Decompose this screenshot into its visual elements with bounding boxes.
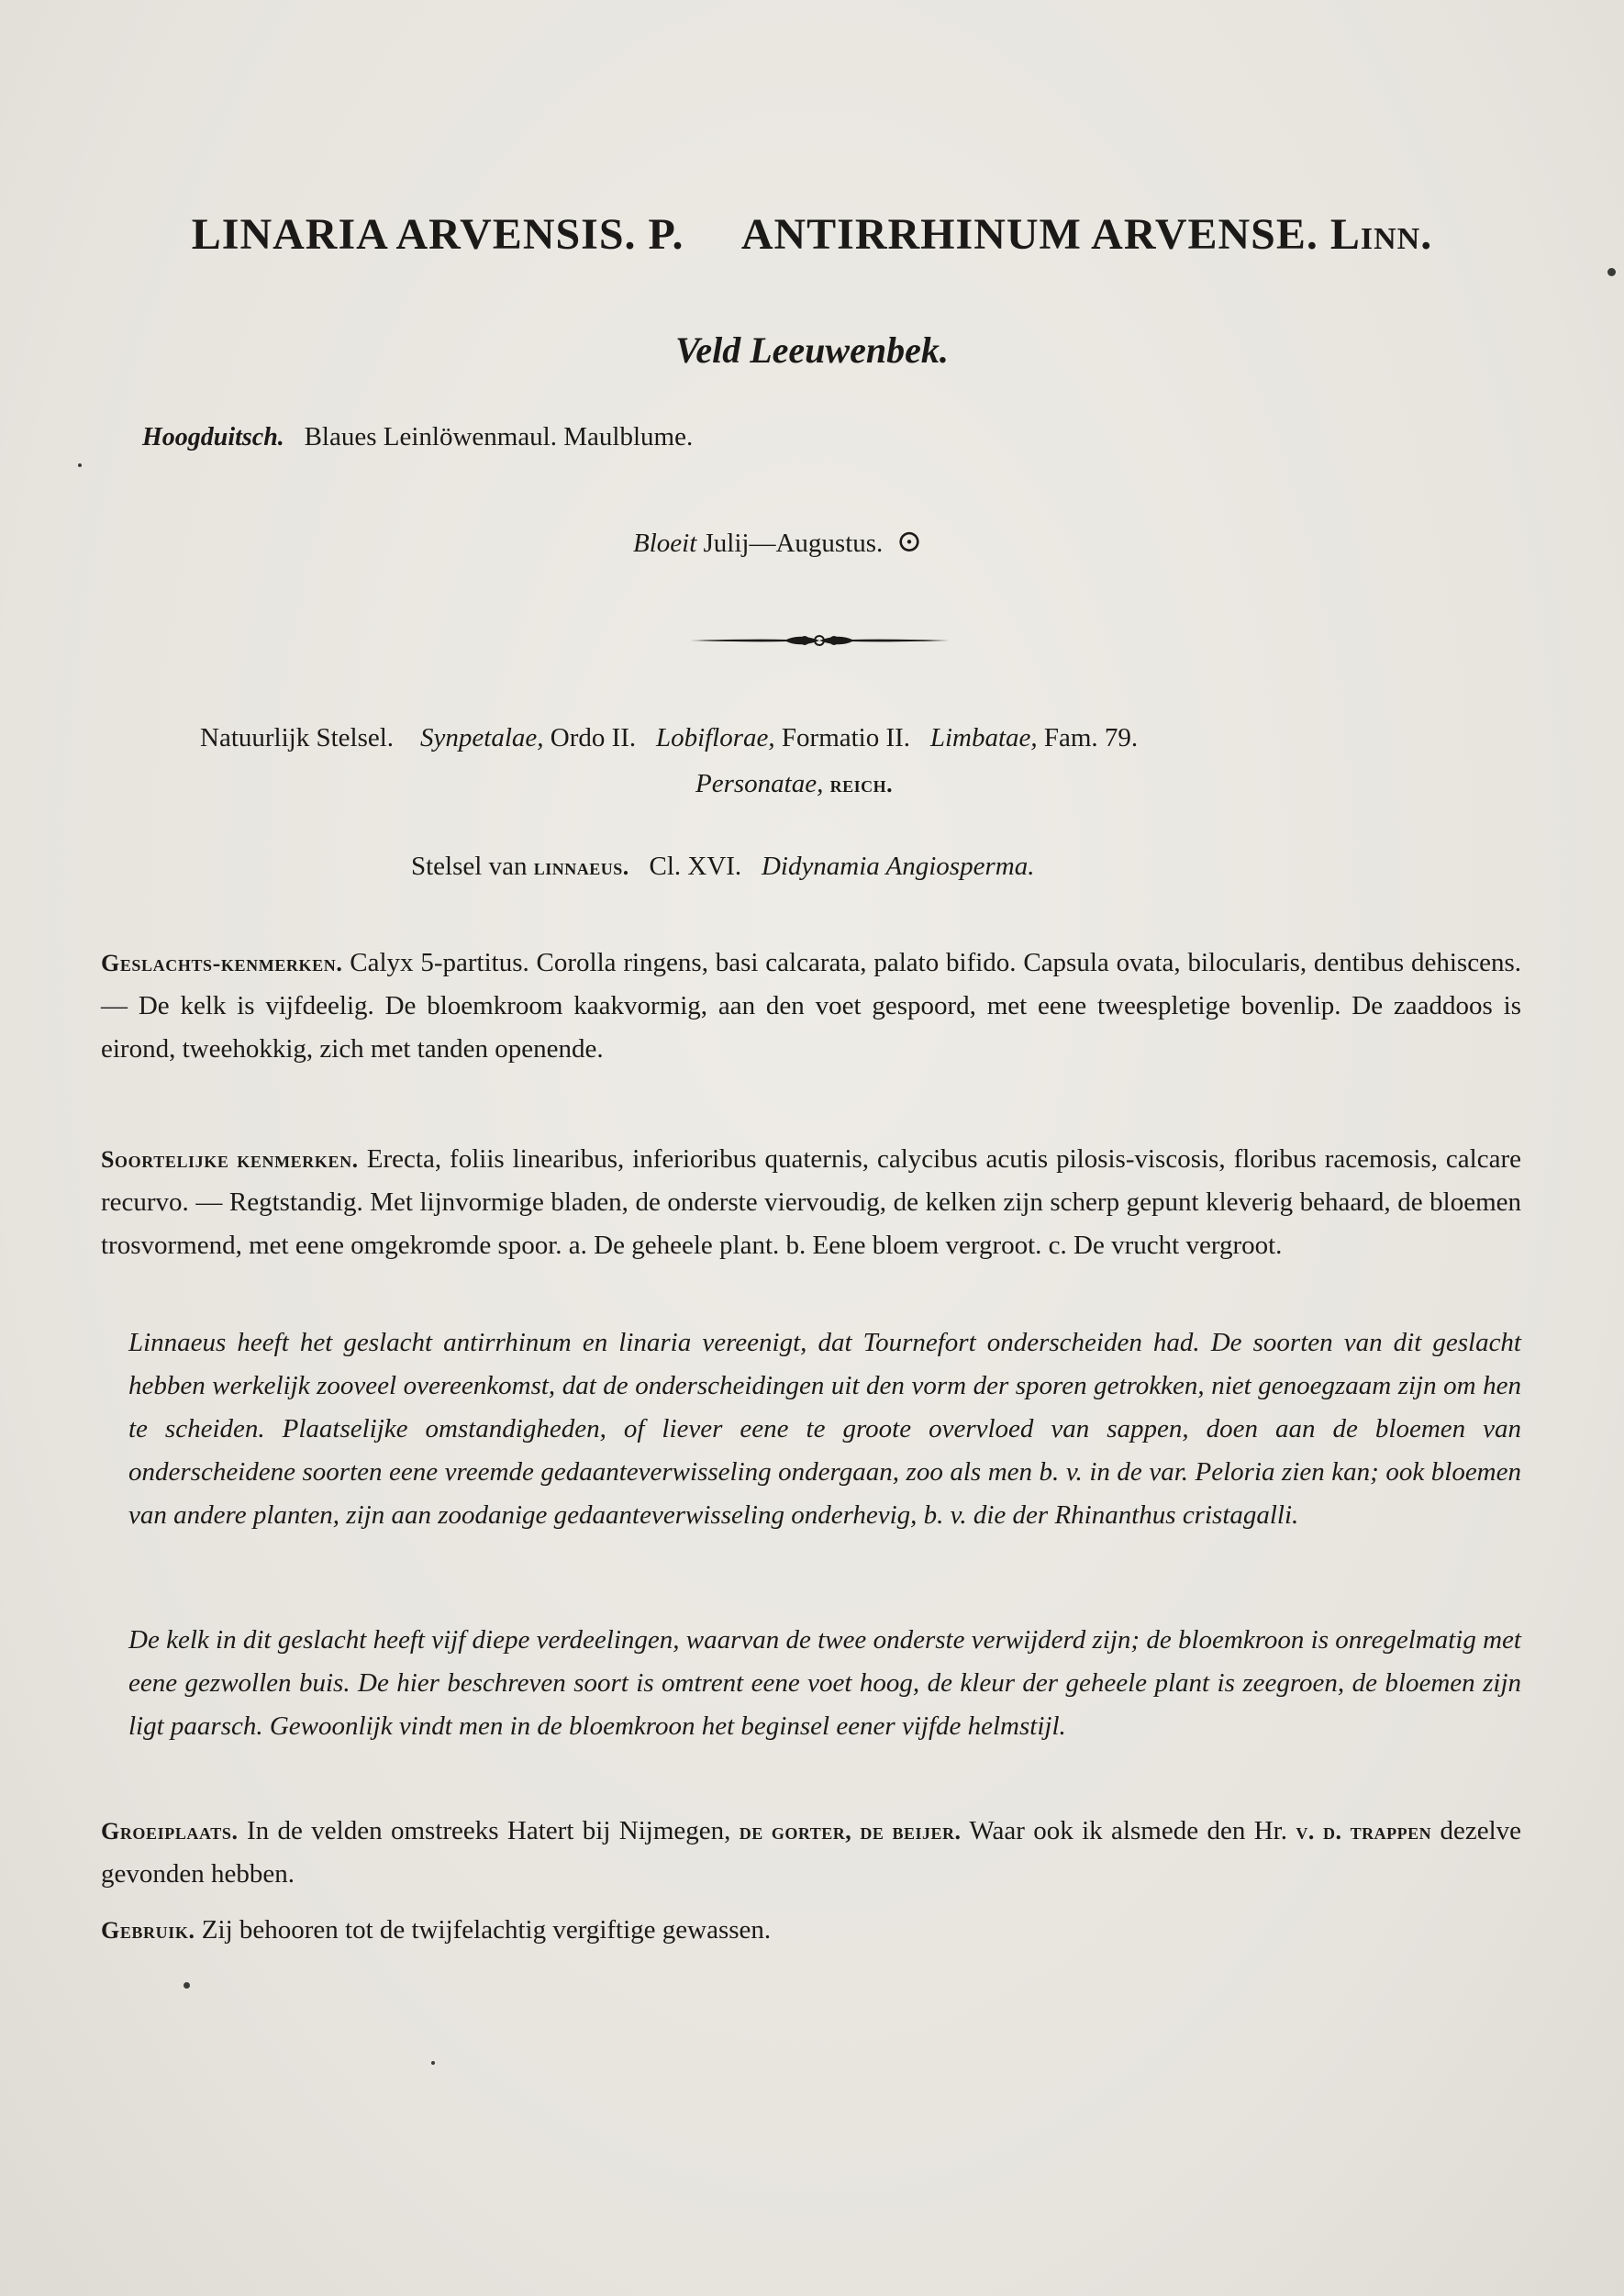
usage <box>101 1909 1521 1952</box>
habitat-names1: de gorter, de beijer. <box>739 1818 962 1845</box>
paper-speck <box>431 2061 435 2065</box>
natural-system-line1 <box>200 723 1138 753</box>
linnaean-label: Stelsel van <box>411 852 528 881</box>
natural-system-line2 <box>695 769 893 799</box>
genus-characters-heading: Geslachts-kenmerken. <box>101 950 343 976</box>
linnaean-system-line <box>411 852 1034 882</box>
habitat-text3: dezelve gevonden hebben. <box>101 1816 1522 1889</box>
paper-speck <box>1607 268 1616 276</box>
paper-speck <box>78 463 82 467</box>
genus-characters <box>101 942 1521 1071</box>
species-characters <box>101 1138 1521 1267</box>
reich-author: reich. <box>829 771 894 797</box>
limbatae: Limbatae, <box>929 723 1038 752</box>
natural-system-label: Natuurlijk Stelsel. <box>200 723 395 752</box>
habitat-heading: Groeiplaats. <box>101 1818 239 1845</box>
personatae: Personatae, <box>695 769 824 798</box>
habitat-text1: In de velden omstreeks Hatert bij Nijmegen, <box>247 1816 731 1845</box>
species-characters-heading: Soortelijke kenmerken. <box>101 1146 359 1173</box>
german-names <box>142 422 693 452</box>
title-author: Linn. <box>1329 210 1433 259</box>
linnaean-class-number: Cl. XVI. <box>649 852 742 881</box>
habitat-names2: v. d. trappen <box>1296 1818 1432 1845</box>
flowering-line <box>633 523 922 560</box>
synpetalae: Synpetalae, <box>420 723 544 752</box>
ornament-divider-icon <box>690 630 949 652</box>
lobiflorae: Lobiflorae, <box>655 723 775 752</box>
genus-characters-text: Calyx 5-partitus. Corolla ringens, basi calcarata, palato bifido. Capsula ovata, bilocularis, dentibus dehiscens. — De kelk is vijfdeelig. De bloemkroom kaakvormig, aan den voet gespoord, met eene tweespletige bovenlip. De zaaddoos is eirond, tweehokkig, zich met tanden openende. <box>101 948 1521 1064</box>
formatio: Formatio II. <box>781 723 911 752</box>
linnaeus-name: linnaeus. <box>533 853 629 880</box>
usage-heading: Gebruik. <box>101 1917 195 1944</box>
german-label: Hoogduitsch. <box>142 423 284 451</box>
common-name: Veld Leeuwenbek. <box>675 329 949 371</box>
species-characters-text: Erecta, foliis linearibus, inferioribus quaternis, calycibus acutis pilosis-viscosis, floribus racemosis, calcare recurvo. — Regtstandig. Met lijnvormige bladen, de onderste viervoudig, de kelken zijn scherp gepunt kleverig behaard, de bloemen trosvormend, met eene omgekromde spoor. a. De geheele plant. b. Eene bloem vergroot. c. De vrucht vergroot. <box>101 1144 1522 1260</box>
page-title <box>0 209 1624 260</box>
annual-symbol: ⊙ <box>895 525 923 559</box>
calyx-note: De kelk in dit geslacht heeft vijf diepe verdeelingen, waarvan de twee onderste verwijderd zijn; de bloemkroon is onregelmatig met eene gezwollen buis. De hier beschreven soort is omtrent eene voet hoog, de kleur der geheele plant is zeegroen, de bloemen zijn ligt paarsch. Gewoonlijk vindt men in de bloemkroon het beginsel eener vijfde helmstijl. <box>128 1625 1521 1741</box>
flowering-text: Julij—Augustus. <box>703 529 884 558</box>
ordo: Ordo II. <box>550 723 637 752</box>
familia: Fam. 79. <box>1043 723 1139 752</box>
linnaeus-note: Linnaeus heeft het geslacht antirrhinum en linaria vereenigt, dat Tournefort onderscheiden had. De soorten van dit geslacht hebben werkelijk zooveel overeenkomst, dat de onderscheidingen uit den vorm der sporen getrokken, niet genoegzaam zijn om hen te scheiden. Plaatselijke omstandigheden, of liever eene te groote overvloed van sappen, doen aan de bloemen van onderscheidene soorten eene vreemde gedaanteverwisseling ondergaan, zoo als men b. v. in de var. Peloria zien kan; ook bloemen van andere planten, zijn aan zoodanige gedaanteverwisseling onderhevig, b. v. die der Rhinanthus cristagalli. <box>128 1328 1521 1530</box>
usage-text: Zij behooren tot de twijfelachtig vergiftige gewassen. <box>201 1915 772 1945</box>
flowering-label: Bloeit <box>633 529 697 558</box>
linnaean-class: Didynamia Angiosperma. <box>761 852 1035 881</box>
title-linaria: LINARIA ARVENSIS. P. <box>191 210 684 259</box>
german-text: Blaues Leinlöwenmaul. Maulblume. <box>304 422 694 451</box>
paper-speck <box>184 1982 190 1989</box>
title-antirrhinum: ANTIRRHINUM ARVENSE. <box>740 210 1330 259</box>
habitat-text2: Waar ook ik alsmede den Hr. <box>969 1816 1287 1845</box>
habitat <box>101 1810 1521 1896</box>
